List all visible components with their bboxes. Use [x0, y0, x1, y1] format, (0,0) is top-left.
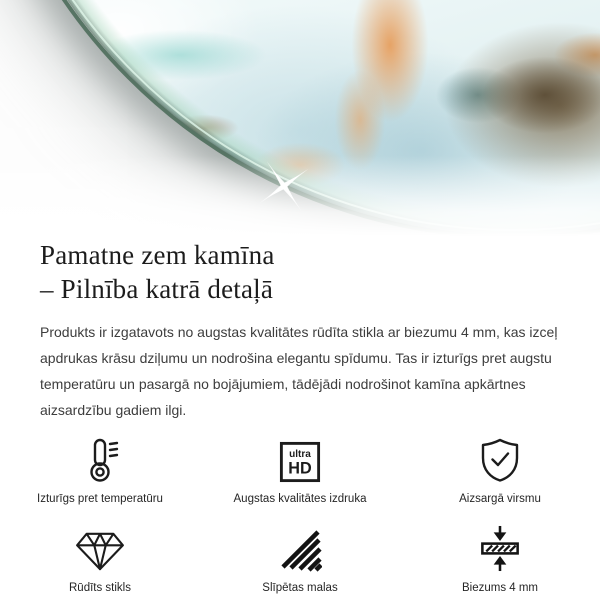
beveled-edges-icon [278, 524, 322, 572]
thickness-icon [478, 524, 522, 572]
feature-print-quality [200, 435, 400, 506]
feature-thickness [400, 524, 600, 595]
ultra-text: ultra [289, 449, 311, 461]
feature-beveled-edges [200, 524, 400, 595]
feature-tempered-glass [0, 524, 200, 595]
feature-label: Izturīgs pret temperatūru [37, 493, 163, 505]
diamond-icon [73, 524, 127, 572]
feature-surface-protection [400, 435, 600, 506]
feature-label: Slīpētas malas [262, 582, 338, 594]
thermometer-icon [80, 435, 120, 483]
features-grid [0, 435, 600, 595]
page-title-line1: Pamatne zem kamīna [40, 240, 275, 270]
feature-label: Aizsargā virsmu [459, 493, 541, 505]
hero-product-image [0, 0, 600, 236]
page-title-line2: – Pilnība katrā detaļā [40, 274, 274, 304]
feature-label: Rūdīts stikls [69, 582, 131, 594]
feature-temperature [0, 435, 200, 506]
feature-label: Biezums 4 mm [461, 582, 539, 594]
shield-check-icon [478, 435, 522, 483]
ultra-hd-icon [279, 435, 321, 483]
feature-label: Augstas kvalitātes izdruka [233, 493, 367, 505]
hd-text: HD [288, 459, 312, 478]
product-description: Produkts ir izgatavots no augstas kvalitātes rūdīta stikla ar biezumu 4 mm, kas izceļ apdrukas krāsu dziļumu un nodrošina elegantu spīdumu. Tas ir izturīgs pret augstu temperatūru un pasargā no bojājumiem, tādējādi nodrošinot kamīna apkārtnes aizsardzību gadiem ilgi. [40, 324, 558, 418]
page-title [0, 236, 600, 306]
